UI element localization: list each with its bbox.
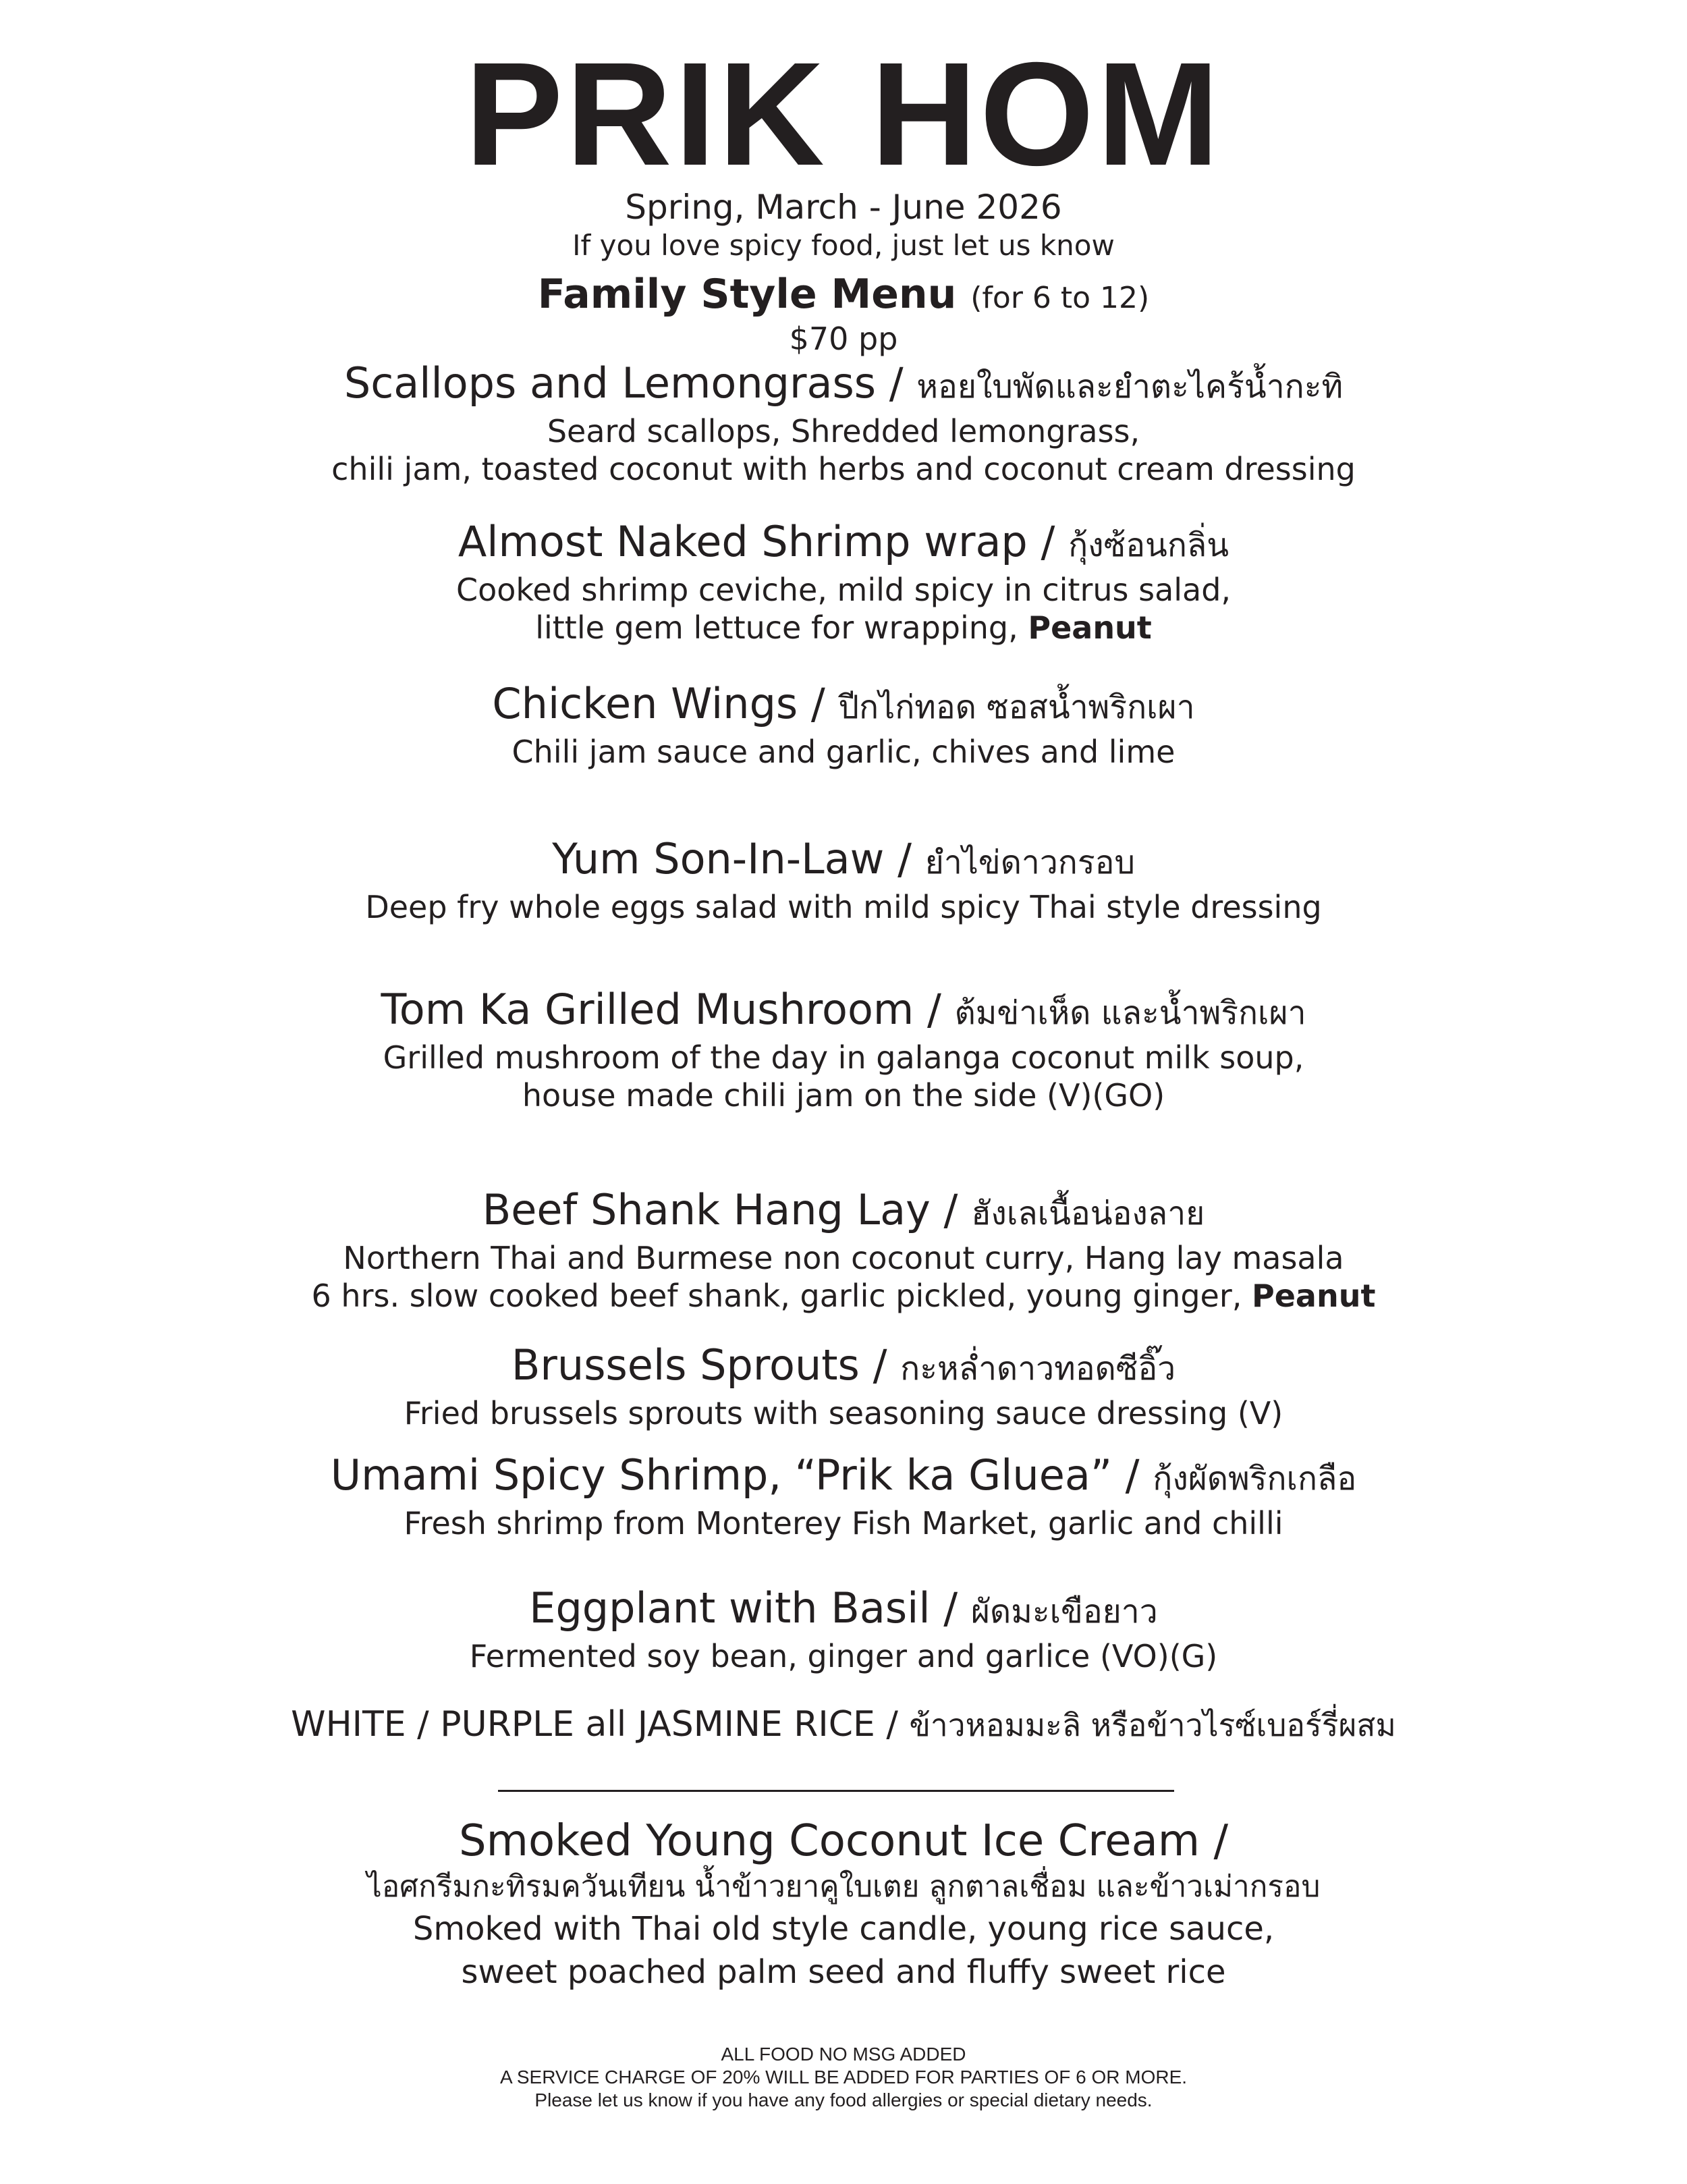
dessert-name: Smoked Young Coconut Ice Cream /: [458, 1816, 1229, 1866]
dish-name: [0, 1184, 1687, 1239]
dish-name-thai: ฮังเลเนื้อน่องลาย: [971, 1195, 1205, 1232]
allergen-label: Peanut: [1028, 609, 1152, 646]
dish-name-thai: ปีกไก่ทอด ซอสน้ำพริกเผา: [838, 688, 1195, 726]
dessert-item: [0, 1816, 1687, 1994]
rice-option: [0, 1701, 1687, 1749]
dish-description: Seard scallops, Shredded lemongrass,: [547, 413, 1140, 449]
dish-description: Grilled mushroom of the day in galanga coconut milk soup,: [383, 1039, 1304, 1076]
dish-name-english: Scallops and Lemongrass /: [343, 358, 904, 408]
menu-title-text: Family Style Menu: [537, 271, 957, 318]
dish-description: [0, 609, 1687, 647]
dish-name-english: Umami Spicy Shrimp, “Prik ka Gluea” /: [330, 1450, 1140, 1500]
dish-name-thai: หอยใบพัดและยำตะไคร้น้ำกะทิ: [916, 368, 1344, 406]
dish-name: [0, 1583, 1687, 1637]
dish-description: Fermented soy bean, ginger and garlice (VO)(G): [469, 1638, 1218, 1674]
dish-description: house made chili jam on the side (V)(GO): [522, 1077, 1165, 1114]
dish-description: Fresh shrimp from Monterey Fish Market, garlic and chilli: [404, 1505, 1283, 1541]
dish-description: Fried brussels sprouts with seasoning sauce dressing (V): [404, 1395, 1283, 1431]
footer-notes: [0, 2043, 1687, 2112]
dish-name-english: Brussels Sprouts /: [511, 1340, 887, 1390]
dish-item: [0, 1184, 1687, 1315]
dish-name: [0, 834, 1687, 888]
dish-name: [0, 1340, 1687, 1394]
dish-name-thai: กะหล่ำดาวทอดซีอิ๊ว: [900, 1350, 1176, 1388]
dish-description: Cooked shrimp ceviche, mild spicy in citrus salad,: [455, 572, 1232, 608]
menu-title: [0, 269, 1687, 324]
footer-service-charge: A SERVICE CHARGE OF 20% WILL BE ADDED FOR PARTIES OF 6 OR MORE.: [499, 2067, 1188, 2087]
dish-name: [0, 984, 1687, 1039]
dish-item: [0, 1450, 1687, 1542]
spicy-note: If you love spicy food, just let us know: [572, 229, 1115, 262]
dish-name: [0, 358, 1687, 412]
dish-name-english: Eggplant with Basil /: [529, 1583, 958, 1633]
dish-item: [0, 358, 1687, 488]
dessert-thai: ไอศกรีมกะทิรมควันเทียน น้ำข้าวยาคูใบเตย ลูกตาลเชื่อม และข้าวเม่ากรอบ: [366, 1869, 1321, 1904]
dish-name-english: Almost Naked Shrimp wrap /: [458, 517, 1055, 566]
dessert-description: sweet poached palm seed and fluffy sweet rice: [461, 1953, 1226, 1991]
dish-description: Deep fry whole eggs salad with mild spicy Thai style dressing: [365, 889, 1322, 925]
dessert-description: Smoked with Thai old style candle, young rice sauce,: [412, 1910, 1275, 1948]
dish-item: [0, 516, 1687, 647]
dish-description-text: little gem lettuce for wrapping,: [535, 609, 1018, 646]
dish-description-text: 6 hrs. slow cooked beef shank, garlic pickled, young ginger,: [311, 1278, 1242, 1314]
rice-thai: ข้าวหอมมะลิ หรือข้าวไรซ์เบอร์รี่ผสม: [909, 1707, 1396, 1743]
dish-name-thai: ต้มข่าเห็ด และน้ำพริกเผา: [954, 994, 1306, 1032]
dish-item: [0, 1583, 1687, 1675]
dish-description: Chili jam sauce and garlic, chives and lime: [511, 734, 1176, 770]
section-divider: [498, 1790, 1174, 1792]
footer-msg-note: ALL FOOD NO MSG ADDED: [721, 2044, 966, 2065]
rice-label: WHITE / PURPLE all JASMINE RICE /: [291, 1704, 898, 1745]
footer-allergy-note: Please let us know if you have any food allergies or special dietary needs.: [534, 2090, 1153, 2110]
dish-name-thai: กุ้งผัดพริกเกลือ: [1153, 1460, 1357, 1498]
allergen-label: Peanut: [1252, 1278, 1376, 1314]
dish-description: [0, 1277, 1687, 1315]
restaurant-title: PRIK HOM: [465, 32, 1222, 196]
dish-description: Northern Thai and Burmese non coconut curry, Hang lay masala: [343, 1240, 1344, 1276]
dish-item: [0, 678, 1687, 771]
price-per-person: $70 pp: [789, 321, 898, 357]
dish-name-english: Chicken Wings /: [492, 679, 825, 728]
season-dates: Spring, March - June 2026: [625, 188, 1062, 227]
dish-name-english: Yum Son-In-Law /: [552, 834, 912, 883]
dish-name-thai: ผัดมะเขือยาว: [970, 1593, 1158, 1631]
dish-item: [0, 1340, 1687, 1432]
dish-name-thai: กุ้งซ้อนกลิ่น: [1068, 526, 1229, 564]
dish-name-thai: ยำไข่ดาวกรอบ: [924, 844, 1135, 881]
menu-subtitle: (for 6 to 12): [970, 281, 1150, 315]
dish-name-english: Tom Ka Grilled Mushroom /: [381, 985, 941, 1034]
dish-item: [0, 984, 1687, 1114]
dish-name-english: Beef Shank Hang Lay /: [482, 1185, 958, 1234]
dish-item: [0, 834, 1687, 926]
dish-description: chili jam, toasted coconut with herbs and coconut cream dressing: [331, 451, 1356, 487]
dish-name: [0, 1450, 1687, 1504]
dish-name: [0, 516, 1687, 571]
dish-name: [0, 678, 1687, 733]
